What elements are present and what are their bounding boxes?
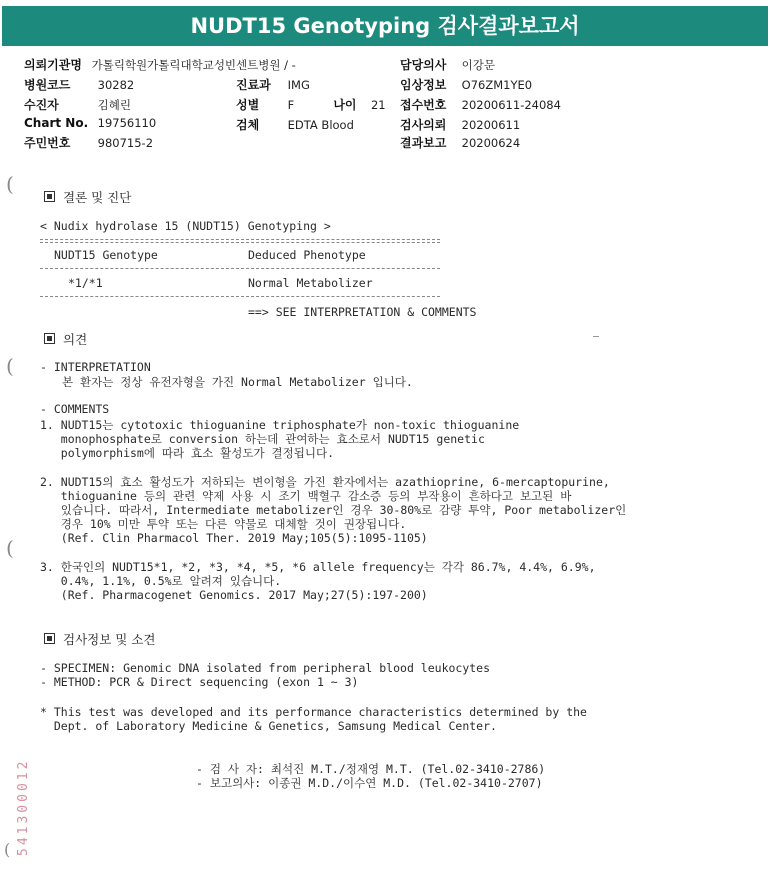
- dept-value: IMG: [287, 78, 310, 92]
- report-title: NUDT15 Genotyping 검사결과보고서: [2, 6, 768, 46]
- doctor-label: 담당의사: [400, 58, 447, 72]
- resident-value: 980715-2: [97, 136, 154, 150]
- doctor-row: [400, 56, 495, 73]
- comments-heading: - COMMENTS: [40, 402, 110, 416]
- binder-mark-icon: (: [6, 172, 14, 196]
- request-date-value: 20200611: [461, 118, 521, 132]
- chart-label: Chart No.: [24, 116, 89, 130]
- comment-3: [40, 560, 596, 602]
- see-note: ==> SEE INTERPRETATION & COMMENTS: [248, 305, 477, 319]
- resident-label: 주민번호: [24, 136, 71, 150]
- divider: [40, 296, 440, 297]
- reception-row: [400, 96, 561, 113]
- chart-row: [24, 116, 156, 130]
- examiner-info: - 검 사 자: 최석진 M.T./정재영 M.T. (Tel.02-3410-2786): [196, 762, 546, 776]
- section-opinion: [44, 330, 87, 348]
- method-info: - METHOD: PCR & Direct sequencing (exon 1 ~ 3): [40, 675, 359, 689]
- request-date-row: [400, 116, 520, 133]
- comment-line: 있습니다. 따라서, Intermediate metabolizer인 경우 30-80%로 감량 투약, Poor metabolizer인: [40, 503, 627, 517]
- divider: [40, 239, 440, 240]
- clinical-row: [400, 76, 532, 93]
- patient-value: 김혜린: [97, 98, 131, 112]
- patient-row: [24, 96, 131, 113]
- hospital-code-value: 30282: [97, 78, 135, 92]
- comment-line: thioguanine 등의 관련 약제 사용 시 조기 백혈구 감소증 등의 부작용이 흔하다고 보고된 바: [40, 489, 572, 503]
- comment-line: 3. 한국인의 NUDT15*1, *2, *3, *4, *5, *6 allele frequency는 각각 86.7%, 4.4%, 6.9%,: [40, 560, 596, 574]
- resident-row: [24, 134, 153, 151]
- sex-label: 성별: [236, 98, 260, 112]
- genotype-value: *1/*1: [68, 276, 103, 290]
- comment-1: [40, 418, 519, 460]
- report-date-label: 결과보고: [400, 136, 447, 150]
- reporter-info: - 보고의사: 이종권 M.D./이수연 M.D. (Tel.02-3410-2707): [196, 776, 543, 790]
- dept-label: 진료과: [236, 78, 271, 92]
- test-name: < Nudix hydrolase 15 (NUDT15) Genotyping >: [40, 219, 331, 233]
- institution-row: [24, 56, 296, 73]
- institution-label: 의뢰기관명: [24, 58, 82, 72]
- clinical-label: 임상정보: [400, 78, 447, 92]
- divider: [40, 242, 440, 243]
- col-phenotype-header: Deduced Phenotype: [248, 248, 366, 262]
- report-date-value: 20200624: [461, 136, 521, 150]
- institution-value: 가톨릭학원가톨릭대학교성빈센트병원 / -: [91, 58, 296, 72]
- specimen-label: 검체: [236, 118, 260, 132]
- comment-line: 경우 10% 미만 투약 또는 다른 약물로 대체할 것이 권장됩니다.: [40, 517, 407, 531]
- request-date-label: 검사의뢰: [400, 118, 447, 132]
- hospital-code-label: 병원코드: [24, 78, 71, 92]
- specimen-row: [236, 116, 354, 133]
- reception-value: 20200611-24084: [461, 98, 561, 112]
- interpretation-text: 본 환자는 정상 유전자형을 가진 Normal Metabolizer 입니다.: [62, 375, 413, 389]
- phenotype-value: Normal Metabolizer: [248, 276, 373, 290]
- comment-line: 2. NUDT15의 효소 활성도가 저하되는 변이형을 가진 환자에서는 azathioprine, 6-mercaptopurine,: [40, 475, 610, 489]
- section-square-icon: [44, 191, 55, 202]
- disclaimer-line: Dept. of Laboratory Medicine & Genetics, Samsung Medical Center.: [40, 719, 497, 733]
- interpretation-heading: - INTERPRETATION: [40, 360, 151, 374]
- section-title: 의견: [63, 332, 88, 347]
- section-title: 결론 및 진단: [63, 190, 132, 205]
- dept-row: [236, 76, 310, 93]
- hospital-code-row: [24, 76, 134, 93]
- tick-mark: [593, 336, 599, 337]
- side-number-text: 541300012: [16, 758, 31, 856]
- age-label: 나이: [333, 98, 357, 112]
- col-genotype-header: NUDT15 Genotype: [54, 248, 158, 262]
- section-title: 검사정보 및 소견: [63, 632, 156, 647]
- divider: [40, 268, 440, 269]
- comment-line: (Ref. Clin Pharmacol Ther. 2019 May;105(5):1095-1105): [40, 531, 428, 545]
- side-serial-number: [16, 728, 36, 858]
- age-value: 21: [370, 98, 386, 112]
- section-conclusion: [44, 188, 131, 206]
- specimen-info: - SPECIMEN: Genomic DNA isolated from peripheral blood leukocytes: [40, 661, 491, 675]
- reception-label: 접수번호: [400, 98, 447, 112]
- sex-age-row: [236, 96, 386, 113]
- comment-line: (Ref. Pharmacogenet Genomics. 2017 May;27(5):197-200): [40, 588, 428, 602]
- section-test-info: [44, 630, 155, 648]
- comment-line: polymorphism에 따라 효소 활성도가 결정됩니다.: [40, 446, 334, 460]
- comment-line: 0.4%, 1.1%, 0.5%로 알려져 있습니다.: [40, 574, 282, 588]
- comment-2: [40, 475, 626, 545]
- disclaimer-line: * This test was developed and its performance characteristics determined by the: [40, 705, 587, 719]
- comment-line: monophosphate로 conversion 하는데 관여하는 효소로서 NUDT15 genetic: [40, 432, 485, 446]
- binder-mark-icon: (: [4, 840, 11, 859]
- binder-mark-icon: (: [6, 354, 14, 378]
- sex-value: F: [287, 98, 295, 112]
- section-square-icon: [44, 333, 55, 344]
- specimen-value: EDTA Blood: [287, 118, 354, 132]
- comment-line: 1. NUDT15는 cytotoxic thioguanine triphosphate가 non-toxic thioguanine: [40, 418, 520, 432]
- section-square-icon: [44, 633, 55, 644]
- clinical-value: O76ZM1YE0: [461, 78, 533, 92]
- report-date-row: [400, 134, 520, 151]
- patient-label: 수진자: [24, 98, 59, 112]
- chart-value: 19756110: [97, 116, 157, 130]
- disclaimer: [40, 705, 587, 733]
- binder-mark-icon: (: [6, 536, 14, 560]
- doctor-value: 이강문: [461, 58, 495, 72]
